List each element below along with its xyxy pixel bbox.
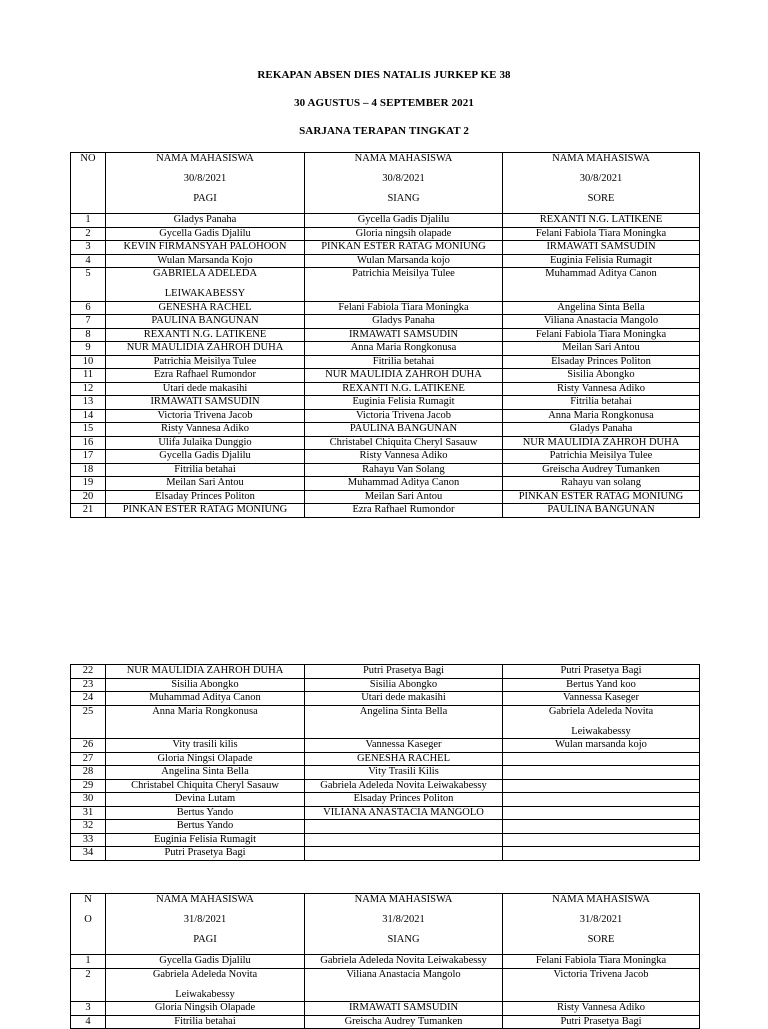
cell-siang: VILIANA ANASTACIA MANGOLO <box>305 806 503 820</box>
header-session-pagi <box>106 153 305 214</box>
cell-pagi: Sisilia Abongko <box>106 678 305 692</box>
cell-line: Leiwakabessy <box>175 988 235 1000</box>
cell-sore: Anna Maria Rongkonusa <box>503 409 700 423</box>
cell-sore: Felani Fabiola Tiara Moningka <box>503 328 700 342</box>
row-number: 20 <box>71 490 106 504</box>
cell-siang: Viliana Anastacia Mangolo <box>305 968 503 1002</box>
cell-pagi: KEVIN FIRMANSYAH PALOHOON <box>106 241 305 255</box>
row-number: 4 <box>71 1015 106 1029</box>
cell-sore: Putri Prasetya Bagi <box>503 1015 700 1029</box>
cell-sore: Vannessa Kaseger <box>503 692 700 706</box>
header-session-siang <box>305 153 503 214</box>
row-number: 12 <box>71 382 106 396</box>
row-number: 13 <box>71 396 106 410</box>
header-date: 31/8/2021 <box>183 914 227 925</box>
cell-siang: IRMAWATI SAMSUDIN <box>305 1002 503 1016</box>
cell-sore: Muhammad Aditya Canon <box>503 268 700 302</box>
table-row <box>71 752 700 766</box>
header-name-label: NAMA MAHASISWA <box>552 894 650 905</box>
table-row <box>71 369 700 383</box>
table-row <box>71 315 700 329</box>
header-name-label: NAMA MAHASISWA <box>354 894 453 905</box>
cell-sore: REXANTI N.G. LATIKENE <box>503 214 700 228</box>
table-row <box>71 692 700 706</box>
cell-pagi: Fitrilia betahai <box>106 1015 305 1029</box>
cell-siang: PAULINA BANGUNAN <box>305 423 503 437</box>
header-date: 30/8/2021 <box>579 173 623 184</box>
cell-sore: Meilan Sari Antou <box>503 342 700 356</box>
row-number: 8 <box>71 328 106 342</box>
cell-siang: Fitrilia betahai <box>305 355 503 369</box>
cell-sore <box>503 806 700 820</box>
header-no-top: N <box>84 894 92 905</box>
header-session: SORE <box>587 934 615 945</box>
cell-pagi: PINKAN ESTER RATAG MONIUNG <box>106 504 305 518</box>
cell-sore <box>503 833 700 847</box>
cell-pagi: Fitrilia betahai <box>106 463 305 477</box>
table-row <box>71 328 700 342</box>
table-header-row <box>71 153 700 214</box>
row-number: 30 <box>71 793 106 807</box>
table-row <box>71 806 700 820</box>
header-session: SIANG <box>387 193 420 204</box>
cell-pagi: Euginia Felisia Rumagit <box>106 833 305 847</box>
row-number: 21 <box>71 504 106 518</box>
cell-siang: PINKAN ESTER RATAG MONIUNG <box>305 241 503 255</box>
cell-pagi: IRMAWATI SAMSUDIN <box>106 396 305 410</box>
cell-sore: PAULINA BANGUNAN <box>503 504 700 518</box>
cell-sore: Patrichia Meisilya Tulee <box>503 450 700 464</box>
cell-siang: Patrichia Meisilya Tulee <box>305 268 503 302</box>
cell-pagi: Devina Lutam <box>106 793 305 807</box>
cell-siang: Ezra Rafhael Rumondor <box>305 504 503 518</box>
cell-line: LEIWAKABESSY <box>164 288 246 299</box>
cell-siang: Rahayu Van Solang <box>305 463 503 477</box>
header-name-label: NAMA MAHASISWA <box>156 894 254 905</box>
table-row <box>71 739 700 753</box>
row-number: 9 <box>71 342 106 356</box>
row-number: 6 <box>71 301 106 315</box>
row-number: 22 <box>71 665 106 679</box>
header-no-label: NO <box>80 153 96 164</box>
cell-siang <box>305 820 503 834</box>
cell-sore: Rahayu van solang <box>503 477 700 491</box>
row-number: 16 <box>71 436 106 450</box>
table-row <box>71 382 700 396</box>
cell-pagi: Gloria Ningsi Olapade <box>106 752 305 766</box>
table-row <box>71 665 700 679</box>
document-title: REKAPAN ABSEN DIES NATALIS JURKEP KE 38 <box>257 69 511 81</box>
row-number: 26 <box>71 739 106 753</box>
table-row <box>71 766 700 780</box>
cell-pagi: Gloria Ningsih Olapade <box>106 1002 305 1016</box>
cell-sore <box>503 793 700 807</box>
header-session-sore <box>503 894 700 955</box>
row-number: 14 <box>71 409 106 423</box>
cell-line: GABRIELA ADELEDA <box>152 268 258 279</box>
row-number: 29 <box>71 779 106 793</box>
cell-pagi: Utari dede makasihi <box>106 382 305 396</box>
row-number: 3 <box>71 1002 106 1016</box>
cell-pagi: Gladys Panaha <box>106 214 305 228</box>
cell-pagi: REXANTI N.G. LATIKENE <box>106 328 305 342</box>
table-row <box>71 1002 700 1016</box>
cell-siang: Christabel Chiquita Cheryl Sasauw <box>305 436 503 450</box>
date-range: 30 AGUSTUS – 4 SEPTEMBER 2021 <box>294 97 474 109</box>
cell-siang: Gycella Gadis Djalilu <box>305 214 503 228</box>
cell-sore: Euginia Felisia Rumagit <box>503 254 700 268</box>
cell-sore: Felani Fabiola Tiara Moningka <box>503 227 700 241</box>
cell-pagi: Putri Prasetya Bagi <box>106 847 305 861</box>
cell-sore <box>503 705 700 739</box>
row-number: 4 <box>71 254 106 268</box>
table-row <box>71 463 700 477</box>
cell-sore <box>503 752 700 766</box>
row-number: 27 <box>71 752 106 766</box>
cell-pagi <box>106 268 305 302</box>
table-row <box>71 820 700 834</box>
table-row <box>71 423 700 437</box>
cell-siang: GENESHA RACHEL <box>305 752 503 766</box>
table-row <box>71 968 700 1002</box>
row-number: 23 <box>71 678 106 692</box>
cell-siang: Euginia Felisia Rumagit <box>305 396 503 410</box>
cell-siang <box>305 833 503 847</box>
cell-siang: Sisilia Abongko <box>305 678 503 692</box>
cell-sore: Sisilia Abongko <box>503 369 700 383</box>
cell-pagi: Vity trasili kilis <box>106 739 305 753</box>
table-row <box>71 955 700 969</box>
table-row <box>71 355 700 369</box>
row-number: 18 <box>71 463 106 477</box>
table-row <box>71 450 700 464</box>
header-session-pagi <box>106 894 305 955</box>
cell-pagi: Bertus Yando <box>106 806 305 820</box>
row-number: 17 <box>71 450 106 464</box>
cell-pagi: Meilan Sari Antou <box>106 477 305 491</box>
cell-siang: Gabriela Adeleda Novita Leiwakabessy <box>305 779 503 793</box>
attendance-table-30-aug-continued <box>70 664 700 861</box>
header-date: 31/8/2021 <box>382 914 425 925</box>
cell-sore: Victoria Trivena Jacob <box>503 968 700 1002</box>
table-row <box>71 490 700 504</box>
cell-pagi: GENESHA RACHEL <box>106 301 305 315</box>
row-number: 3 <box>71 241 106 255</box>
cell-siang: Meilan Sari Antou <box>305 490 503 504</box>
program-level: SARJANA TERAPAN TINGKAT 2 <box>299 125 469 137</box>
cell-pagi: Risty Vannesa Adiko <box>106 423 305 437</box>
table-row <box>71 833 700 847</box>
row-number: 31 <box>71 806 106 820</box>
cell-siang: Gloria ningsih olapade <box>305 227 503 241</box>
header-date: 31/8/2021 <box>579 914 623 925</box>
header-session: SIANG <box>387 934 420 945</box>
row-number: 19 <box>71 477 106 491</box>
cell-line: Leiwakabessy <box>571 725 631 737</box>
cell-pagi: Gycella Gadis Djalilu <box>106 450 305 464</box>
table-row <box>71 214 700 228</box>
cell-siang: Vannessa Kaseger <box>305 739 503 753</box>
header-name-label: NAMA MAHASISWA <box>156 153 254 164</box>
table-row <box>71 779 700 793</box>
cell-sore: Putri Prasetya Bagi <box>503 665 700 679</box>
cell-sore: Wulan marsanda kojo <box>503 739 700 753</box>
table-row <box>71 268 700 302</box>
row-number: 2 <box>71 968 106 1002</box>
cell-pagi: PAULINA BANGUNAN <box>106 315 305 329</box>
header-session: PAGI <box>193 934 217 945</box>
row-number: 34 <box>71 847 106 861</box>
cell-pagi: Gycella Gadis Djalilu <box>106 227 305 241</box>
cell-sore <box>503 779 700 793</box>
table-row <box>71 342 700 356</box>
row-number: 32 <box>71 820 106 834</box>
cell-pagi: Ulifa Julaika Dunggio <box>106 436 305 450</box>
cell-sore: Risty Vannesa Adiko <box>503 1002 700 1016</box>
table-row <box>71 409 700 423</box>
cell-pagi: Bertus Yando <box>106 820 305 834</box>
cell-siang: IRMAWATI SAMSUDIN <box>305 328 503 342</box>
table-row <box>71 436 700 450</box>
cell-sore: Gladys Panaha <box>503 423 700 437</box>
cell-siang: Gabriela Adeleda Novita Leiwakabessy <box>305 955 503 969</box>
cell-siang: Wulan Marsanda kojo <box>305 254 503 268</box>
cell-sore: Greischa Audrey Tumanken <box>503 463 700 477</box>
cell-sore: Viliana Anastacia Mangolo <box>503 315 700 329</box>
row-number: 25 <box>71 705 106 739</box>
cell-sore: NUR MAULIDIA ZAHROH DUHA <box>503 436 700 450</box>
cell-siang: Putri Prasetya Bagi <box>305 665 503 679</box>
cell-siang: Angelina Sinta Bella <box>305 705 503 739</box>
cell-siang: Victoria Trivena Jacob <box>305 409 503 423</box>
cell-sore: Bertus Yand koo <box>503 678 700 692</box>
table-row <box>71 847 700 861</box>
cell-pagi: Muhammad Aditya Canon <box>106 692 305 706</box>
cell-pagi <box>106 968 305 1002</box>
cell-siang <box>305 847 503 861</box>
header-no <box>71 894 106 955</box>
header-session-siang <box>305 894 503 955</box>
cell-pagi: Anna Maria Rongkonusa <box>106 705 305 739</box>
table-header-row <box>71 894 700 955</box>
cell-sore: Risty Vannesa Adiko <box>503 382 700 396</box>
cell-sore: Felani Fabiola Tiara Moningka <box>503 955 700 969</box>
cell-sore: Fitrilia betahai <box>503 396 700 410</box>
table-row <box>71 254 700 268</box>
cell-sore: Angelina Sinta Bella <box>503 301 700 315</box>
table-row <box>71 241 700 255</box>
header-name-label: NAMA MAHASISWA <box>552 153 650 164</box>
table-row <box>71 705 700 739</box>
cell-sore <box>503 820 700 834</box>
header-date: 30/8/2021 <box>382 173 425 184</box>
attendance-table-30-aug <box>70 152 700 518</box>
cell-pagi: Ezra Rafhael Rumondor <box>106 369 305 383</box>
cell-pagi: Christabel Chiquita Cheryl Sasauw <box>106 779 305 793</box>
table-row <box>71 793 700 807</box>
table-row <box>71 396 700 410</box>
cell-pagi: Gycella Gadis Djalilu <box>106 955 305 969</box>
row-number: 2 <box>71 227 106 241</box>
header-no-bottom: O <box>84 914 92 925</box>
header-name-label: NAMA MAHASISWA <box>354 153 453 164</box>
cell-siang: Greischa Audrey Tumanken <box>305 1015 503 1029</box>
cell-pagi: Angelina Sinta Bella <box>106 766 305 780</box>
row-number: 10 <box>71 355 106 369</box>
row-number: 5 <box>71 268 106 302</box>
table-row <box>71 678 700 692</box>
cell-siang: Elsaday Princes Politon <box>305 793 503 807</box>
table-row <box>71 477 700 491</box>
cell-line: Gabriela Adeleda Novita <box>152 968 258 980</box>
cell-sore <box>503 847 700 861</box>
row-number: 28 <box>71 766 106 780</box>
cell-pagi: NUR MAULIDIA ZAHROH DUHA <box>106 342 305 356</box>
cell-siang: Risty Vannesa Adiko <box>305 450 503 464</box>
header-no <box>71 153 106 214</box>
cell-line: Gabriela Adeleda Novita <box>548 705 654 717</box>
cell-pagi: Elsaday Princes Politon <box>106 490 305 504</box>
row-number: 33 <box>71 833 106 847</box>
cell-siang: Anna Maria Rongkonusa <box>305 342 503 356</box>
header-session: SORE <box>587 193 615 204</box>
row-number: 11 <box>71 369 106 383</box>
cell-siang: Muhammad Aditya Canon <box>305 477 503 491</box>
cell-siang: Vity Trasili Kilis <box>305 766 503 780</box>
table-row <box>71 227 700 241</box>
cell-siang: Gladys Panaha <box>305 315 503 329</box>
header-session: PAGI <box>193 193 217 204</box>
table-row <box>71 1015 700 1029</box>
cell-siang: REXANTI N.G. LATIKENE <box>305 382 503 396</box>
cell-sore <box>503 766 700 780</box>
row-number: 15 <box>71 423 106 437</box>
cell-siang: NUR MAULIDIA ZAHROH DUHA <box>305 369 503 383</box>
cell-pagi: Patrichia Meisilya Tulee <box>106 355 305 369</box>
header-session-sore <box>503 153 700 214</box>
cell-sore: Elsaday Princes Politon <box>503 355 700 369</box>
cell-pagi: Wulan Marsanda Kojo <box>106 254 305 268</box>
row-number: 24 <box>71 692 106 706</box>
header-date: 30/8/2021 <box>183 173 227 184</box>
cell-sore: PINKAN ESTER RATAG MONIUNG <box>503 490 700 504</box>
row-number: 1 <box>71 955 106 969</box>
row-number: 1 <box>71 214 106 228</box>
cell-pagi: NUR MAULIDIA ZAHROH DUHA <box>106 665 305 679</box>
table-row <box>71 504 700 518</box>
row-number: 7 <box>71 315 106 329</box>
cell-sore: IRMAWATI SAMSUDIN <box>503 241 700 255</box>
cell-pagi: Victoria Trivena Jacob <box>106 409 305 423</box>
table-row <box>71 301 700 315</box>
attendance-table-31-aug <box>70 893 700 1029</box>
cell-siang: Felani Fabiola Tiara Moningka <box>305 301 503 315</box>
cell-siang: Utari dede makasihi <box>305 692 503 706</box>
